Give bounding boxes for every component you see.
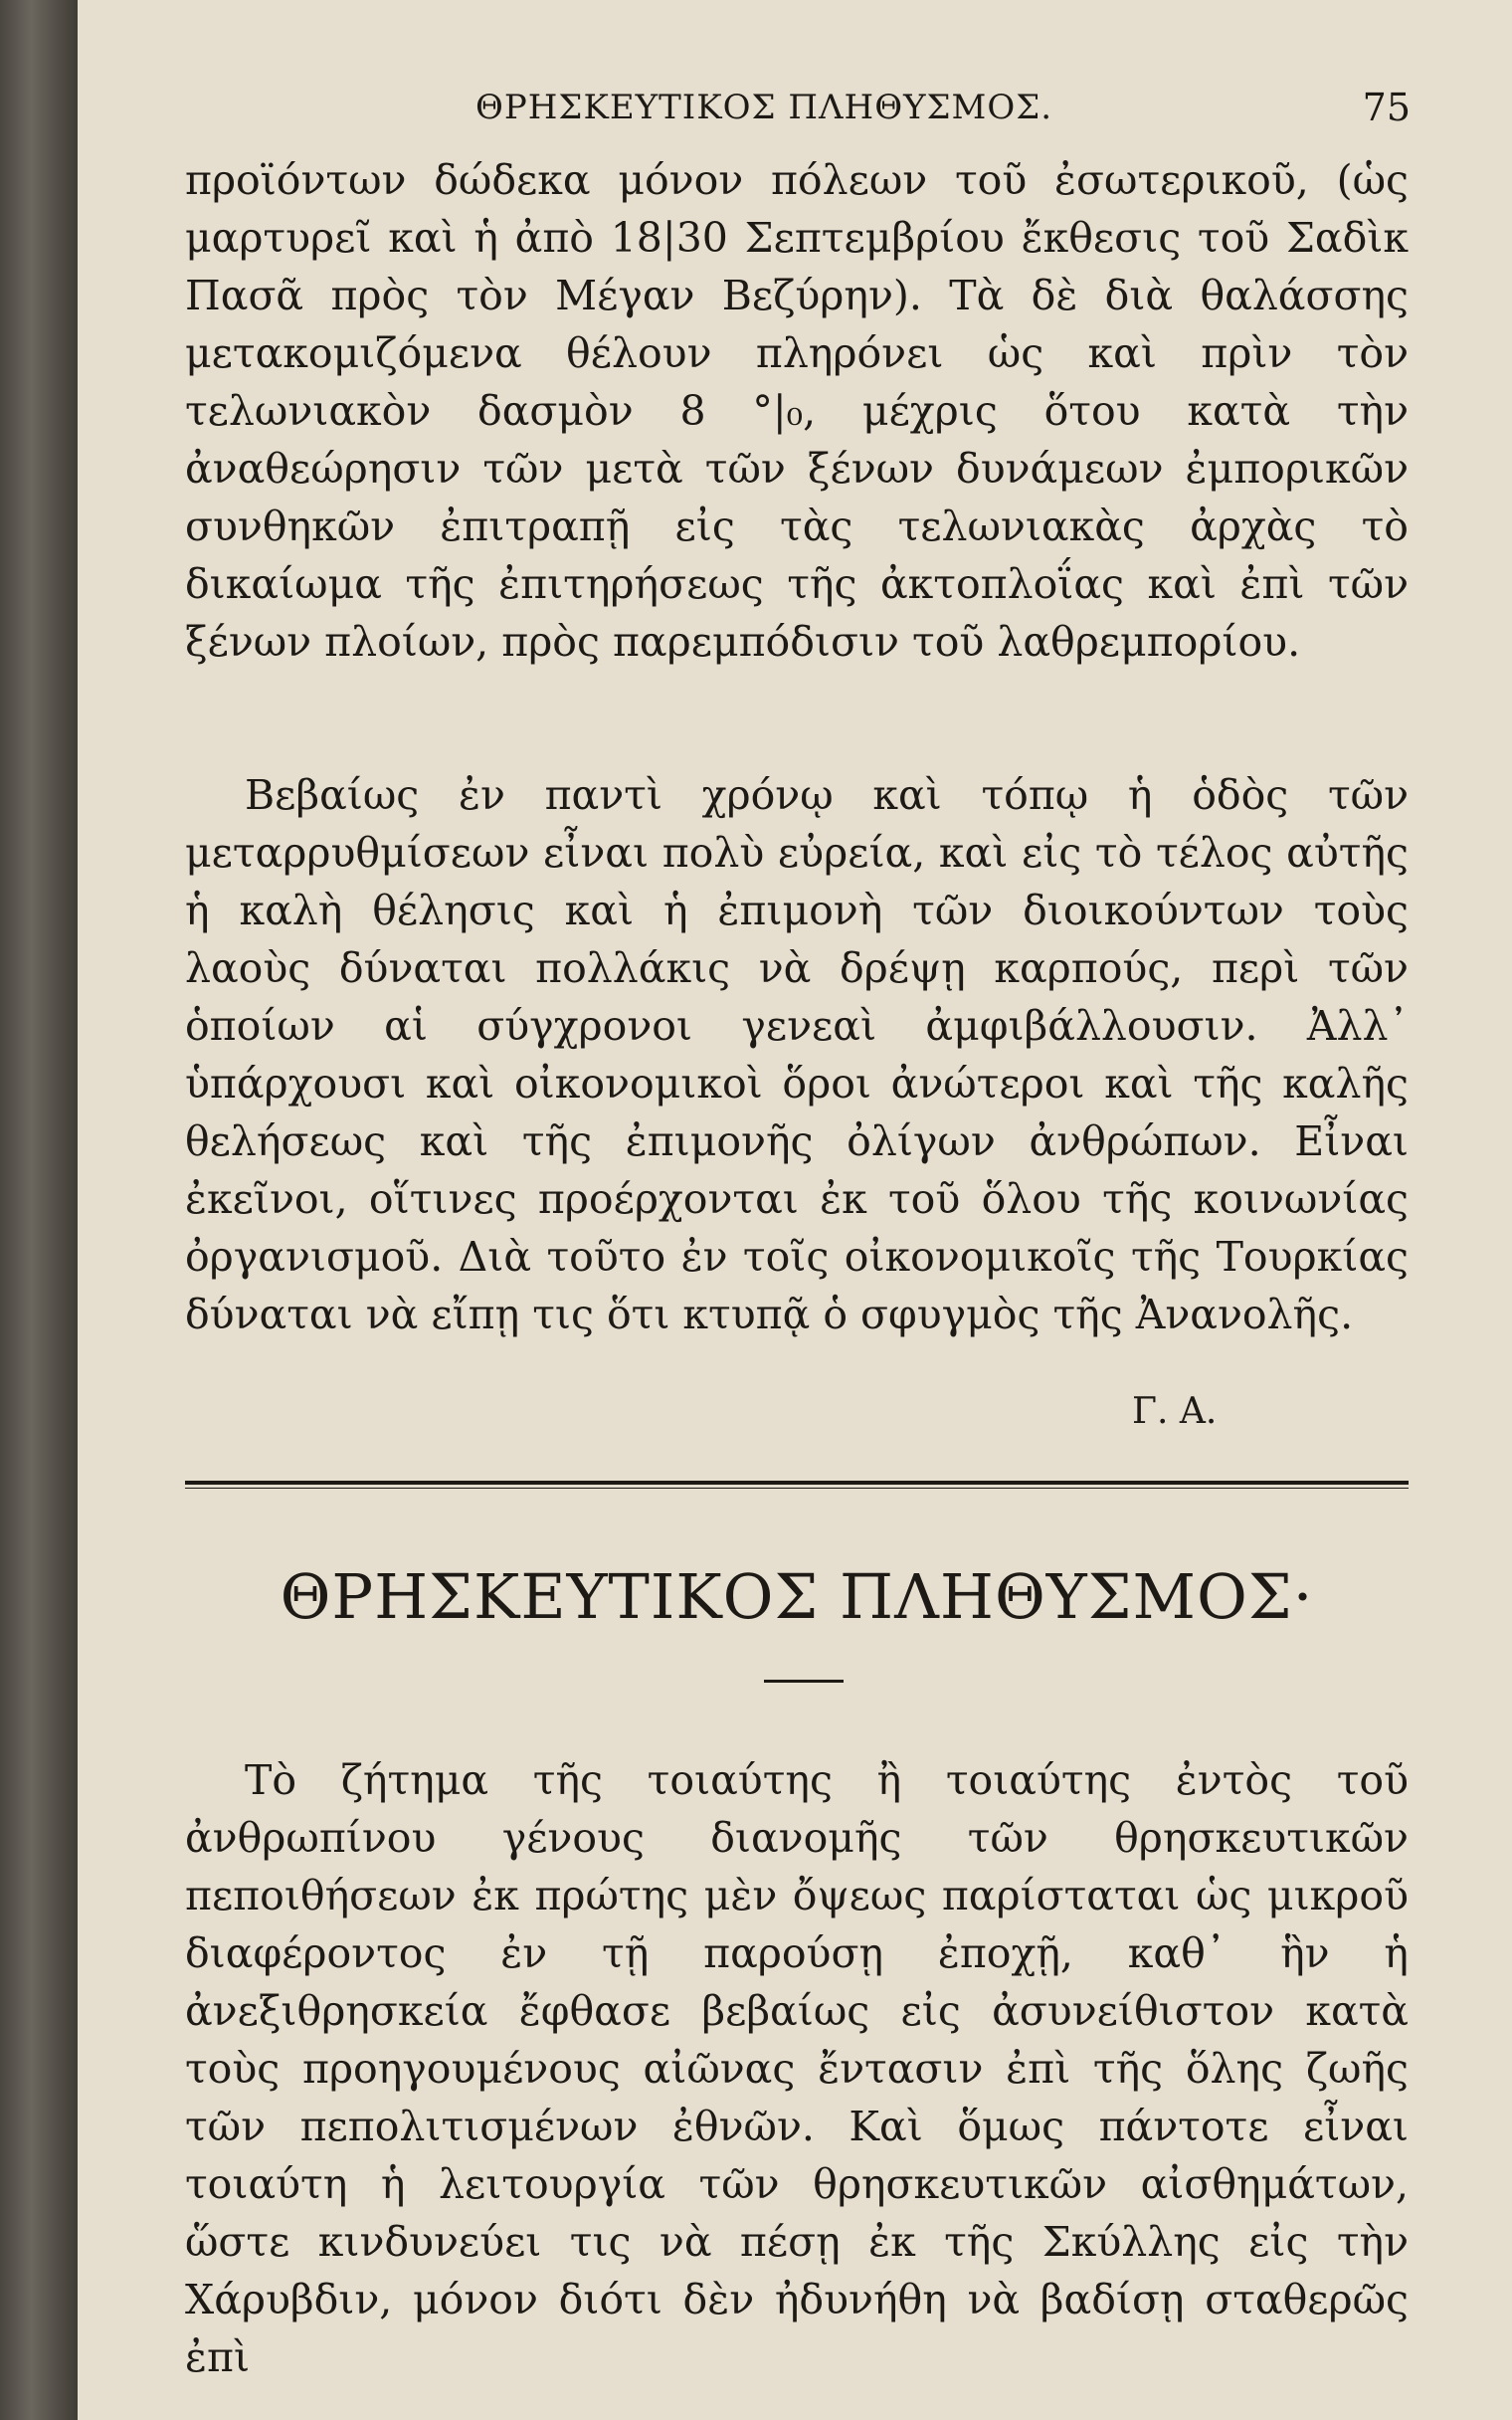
running-title: ΘΡΗΣΚΕΥΤΙΚΟΣ ΠΛΗΘΥΣΜΟΣ. (475, 88, 1053, 127)
paragraph-3 (185, 1751, 1409, 2386)
section-title: ΘΡΗΣΚΕΥΤΙΚΟΣ ΠΛΗΘΥΣΜΟΣ· (280, 1560, 1314, 1633)
paragraph-2-text: Βεβαίως ἐν παντὶ χρόνῳ καὶ τόπῳ ἡ ὁδὸς τῶν μεταρρυθμίσεων εἶναι πολὺ εὐρεία, καὶ εἰς τὸ τέλος αὐτῆς ἡ καλὴ θέλησις καὶ ἡ ἐπιμονὴ τῶν διοικούντων τοὺς λαοὺς δύναται πολλάκις νὰ δρέψῃ καρπούς, περὶ τῶν ὁποίων αἱ σύγχρονοι γενεαὶ ἀμφιβάλλουσιν. Ἀλλ᾽ ὑπάρχουσι καὶ οἰκονομικοὶ ὅροι ἀνώτεροι καὶ τῆς καλῆς θελήσεως καὶ τῆς ἐπιμονῆς ὀλίγων ἀνθρώπων. Εἶναι ἐκεῖνοι, οἵτινες προέρχονται ἐκ τοῦ ὅλου τῆς κοινωνίας ὀργανισμοῦ. Διὰ τοῦτο ἐν τοῖς οἰκονομικοῖς τῆς Τουρκίας δύναται νὰ εἴπῃ τις ὅτι κτυπᾷ ὁ σφυγμὸς τῆς Ἀνανολῆς. (185, 771, 1409, 1338)
paragraph-3-text: Τὸ ζήτημα τῆς τοιαύτης ἢ τοιαύτης ἐντὸς τοῦ ἀνθρωπίνου γένους διανομῆς τῶν θρησκευτικῶν πεποιθήσεων ἐκ πρώτης μὲν ὄψεως παρίσταται ὡς μικροῦ διαφέροντος ἐν τῇ παρούσῃ ἐποχῇ, καθ᾽ ἣν ἡ ἀνεξιθρησκεία ἔφθασε βεβαίως εἰς ἀσυνείθιστον κατὰ τοὺς προηγουμένους αἰῶνας ἔντασιν ἐπὶ τῆς ὅλης ζωῆς τῶν πεπολιτισμένων ἐθνῶν. Καὶ ὅμως πάντοτε εἶναι τοιαύτη ἡ λειτουργία τῶν θρησκευτικῶν αἰσθημάτων, ὥστε κινδυνεύει τις νὰ πέσῃ ἐκ τῆς Σκύλλης εἰς τὴν Χάρυβδιν, μόνον διότι δὲν ἠδυνήθη νὰ βαδίσῃ σταθερῶς ἐπὶ (185, 1756, 1409, 2381)
paragraph-1 (185, 151, 1409, 671)
page-header (475, 88, 1411, 137)
section-divider-rule (185, 1481, 1409, 1489)
paragraph-2 (185, 766, 1409, 1343)
book-page (78, 0, 1512, 2420)
title-underline-rule (764, 1680, 844, 1683)
author-initials: Γ. Α. (1132, 1391, 1218, 1432)
book-binding-edge (0, 0, 78, 2420)
paragraph-1-text: προϊόντων δώδεκα μόνον πόλεων τοῦ ἐσωτερικοῦ, (ὡς μαρτυρεῖ καὶ ἡ ἀπὸ 18|30 Σεπτεμβρίου ἔκθεσις τοῦ Σαδὶκ Πασᾶ πρὸς τὸν Μέγαν Βεζύρην). Τὰ δὲ διὰ θαλάσσης μετακομιζόμενα θέλουν πληρόνει ὡς καὶ πρὶν τὸν τελωνιακὸν δασμὸν 8 °|₀, μέχρις ὅτου κατὰ τὴν ἀναθεώρησιν τῶν μετὰ τῶν ξένων δυνάμεων ἐμπορικῶν συνθηκῶν ἐπιτραπῇ εἰς τὰς τελωνιακὰς ἀρχὰς τὸ δικαίωμα τῆς ἐπιτηρήσεως τῆς ἀκτοπλοΐας καὶ ἐπὶ τῶν ξένων πλοίων, πρὸς παρεμπόδισιν τοῦ λαθρεμπορίου. (185, 156, 1409, 666)
page-number: 75 (1362, 86, 1411, 129)
